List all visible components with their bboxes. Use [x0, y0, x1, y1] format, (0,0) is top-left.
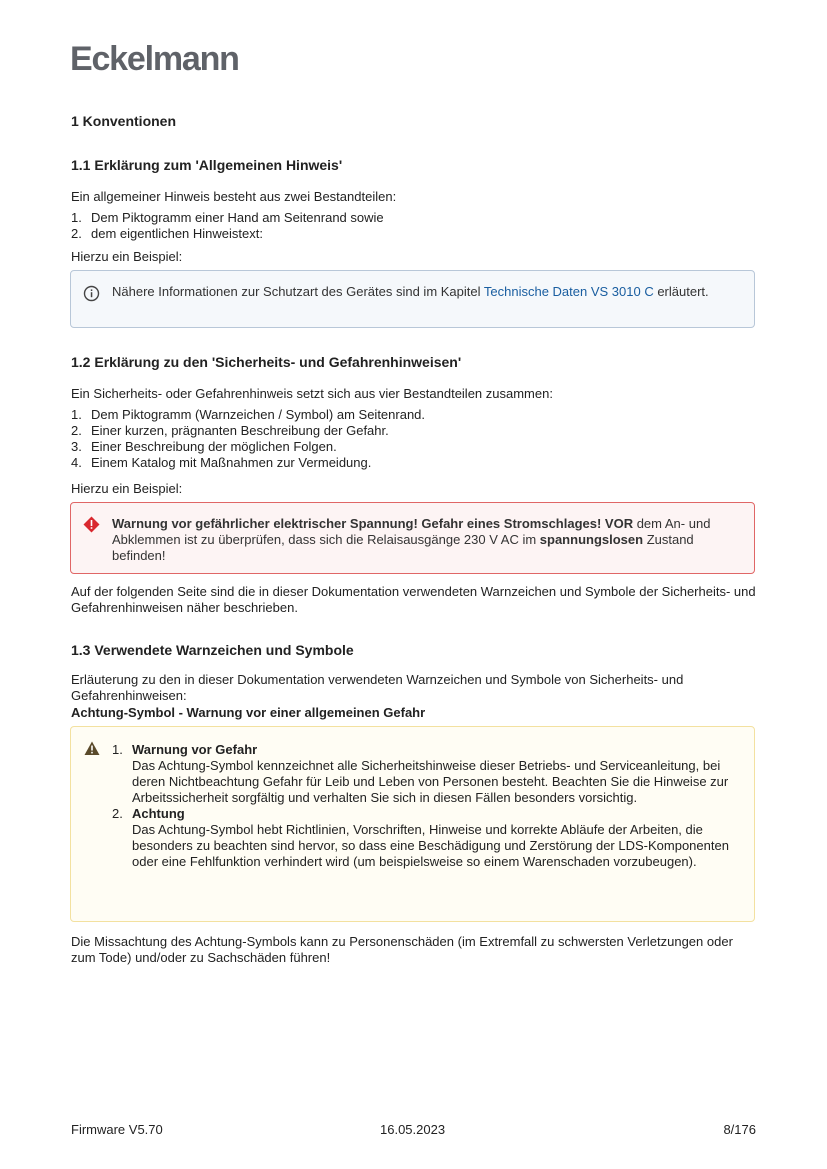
list-text: Einem Katalog mit Maßnahmen zur Vermeidung. — [91, 455, 372, 470]
list-number: 2. — [71, 226, 82, 241]
list-text: Einer kurzen, prägnanten Beschreibung der Gefahr. — [91, 423, 389, 438]
section-1-1-list — [71, 210, 384, 242]
caution-box — [70, 726, 755, 922]
caution-item-title: Warnung vor Gefahr — [132, 742, 258, 757]
danger-diamond-icon — [83, 516, 100, 537]
section-1-3-intro: Erläuterung zu den in dieser Dokumentation verwendeten Warnzeichen und Symbole von Sicherheits- und Gefahrenhinweisen: — [71, 672, 684, 703]
warning-bold-text: Warnung vor gefährlicher elektrischer Spannung! Gefahr eines Stromschlages! VOR — [112, 516, 634, 531]
danger-warning-text — [112, 516, 740, 564]
list-item — [71, 226, 384, 242]
section-1-2-heading: 1.2 Erklärung zu den 'Sicherheits- und Gefahrenhinweisen' — [71, 354, 462, 370]
list-number: 1. — [71, 210, 82, 225]
list-item — [71, 423, 425, 439]
list-number: 1. — [112, 742, 123, 757]
section-1-3-after: Die Missachtung des Achtung-Symbols kann zu Personenschäden (im Extremfall zu schwersten Verletzungen oder zum Tode) und/oder zu Sachschäden führen! — [71, 934, 733, 965]
warning-bold-text: spannungslosen — [539, 532, 644, 547]
footer-date: 16.05.2023 — [380, 1122, 446, 1137]
section-1-2-list — [71, 407, 425, 471]
caution-list — [112, 742, 742, 870]
chapter-title: 1 Konventionen — [71, 113, 177, 129]
list-item — [71, 407, 425, 423]
brand-logo: Eckelmann — [70, 40, 239, 78]
info-note-text — [112, 284, 740, 300]
list-text: dem eigentlichen Hinweistext: — [91, 226, 263, 241]
section-1-1-intro: Ein allgemeiner Hinweis besteht aus zwei Bestandteilen: — [71, 189, 397, 204]
info-icon — [83, 285, 100, 306]
section-1-2-intro: Ein Sicherheits- oder Gefahrenhinweis setzt sich aus vier Bestandteilen zusammen: — [71, 386, 553, 401]
caution-item-text: Das Achtung-Symbol hebt Richtlinien, Vorschriften, Hinweise und korrekte Abläufe der Arbeiten, die besonders zu beachten sind hervor, so dass eine Beschädigung und Zerstörung der LDS-Komponenten oder eine Fehlfunktion verhindert wird (um beispielsweise so einem Warenschaden vorzubeugen). — [132, 822, 729, 869]
caution-item-title: Achtung — [132, 806, 185, 821]
section-1-1-heading: 1.1 Erklärung zum 'Allgemeinen Hinweis' — [71, 157, 343, 173]
list-item — [112, 742, 742, 806]
list-number: 3. — [71, 439, 82, 454]
footer-firmware: Firmware V5.70 — [71, 1122, 163, 1137]
technical-data-link[interactable]: Technische Daten VS 3010 C — [483, 284, 654, 299]
list-text: Dem Piktogramm einer Hand am Seitenrand sowie — [91, 210, 384, 225]
list-item — [71, 210, 384, 226]
section-1-2-after: Auf der folgenden Seite sind die in dieser Dokumentation verwendeten Warnzeichen und Symbole der Sicherheits- und Gefahrenhinweisen näher beschrieben. — [71, 584, 756, 615]
danger-warning-box — [70, 502, 755, 574]
section-1-3-heading: 1.3 Verwendete Warnzeichen und Symbole — [71, 642, 354, 658]
note-text-end: erläutert. — [653, 284, 709, 299]
list-number: 1. — [71, 407, 82, 422]
warning-triangle-icon — [84, 741, 100, 760]
list-number: 2. — [112, 806, 123, 821]
info-note-box — [70, 270, 755, 328]
section-1-2-example-label: Hierzu ein Beispiel: — [71, 481, 183, 496]
list-number: 2. — [71, 423, 82, 438]
list-text: Dem Piktogramm (Warnzeichen / Symbol) am Seitenrand. — [91, 407, 426, 422]
list-item — [71, 455, 425, 471]
note-text: Nähere Informationen zur Schutzart des Gerätes sind im Kapitel — [112, 284, 484, 299]
section-1-1-example-label: Hierzu ein Beispiel: — [71, 249, 183, 264]
caution-item-text: Das Achtung-Symbol kennzeichnet alle Sicherheitshinweise dieser Betriebs- und Serviceanleitung, bei deren Nichtbeachtung Gefahr für Leib und Leben von Personen besteht. Beachten Sie die Hinweise zur Arbeitssicherheit sorgfältig und verhalten Sie sich in diesen Fällen besonders vorsichtig. — [132, 758, 729, 805]
list-item — [71, 439, 425, 455]
warning-text: dem An- und Abklemmen ist zu überprüfen, dass sich die Relaisausgänge 230 V AC im — [112, 516, 711, 547]
warning-text-end: Zustand befinden! — [112, 532, 694, 563]
list-number: 4. — [71, 455, 82, 470]
footer-page-number: 8/176 — [723, 1122, 756, 1137]
section-1-3-subheading: Achtung-Symbol - Warnung vor einer allgemeinen Gefahr — [71, 705, 426, 720]
list-item — [112, 806, 742, 870]
list-text: Einer Beschreibung der möglichen Folgen. — [91, 439, 337, 454]
